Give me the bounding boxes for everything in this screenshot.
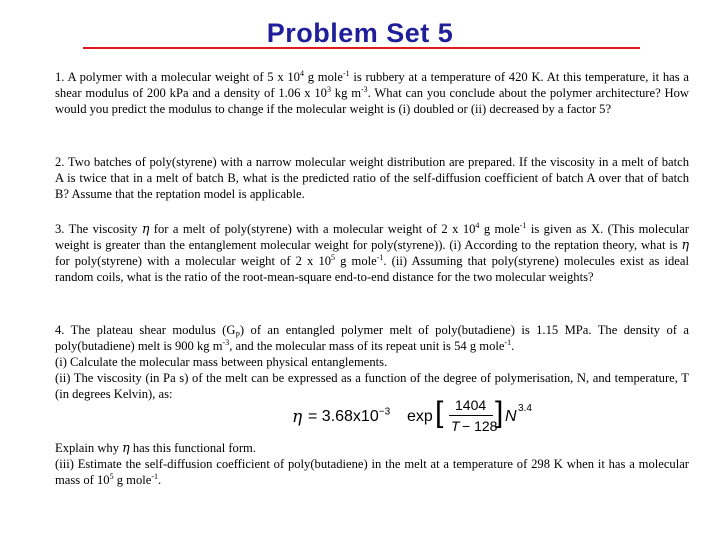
equation-n: N [505, 408, 517, 425]
question-4 [55, 322, 689, 402]
question-4-intro: 4. The plateau shear modulus $(G_P)$ of an entangled polymer melt of poly(butadiene) is 1.15 MPa. The density of a poly(butadiene) melt is 900 kg $m^{-3}$, and the molecular mass of its repeat unit is 54 g mole$^{-1}$. [55, 323, 689, 353]
equation-eta: η [292, 407, 303, 427]
equation-numerator: 1404 [455, 397, 487, 413]
left-bracket: [ [435, 396, 444, 429]
question-2 [55, 154, 689, 202]
eta-symbol: η [141, 221, 150, 236]
eta-symbol: η [122, 440, 130, 455]
question-3 [55, 221, 689, 285]
equation-exp: exp [407, 408, 433, 425]
question-4-continued [55, 440, 689, 488]
right-bracket: ] [495, 396, 504, 429]
equation-denominator-t: T [451, 418, 460, 434]
question-4-explain: Explain why η has this functional form. [55, 440, 256, 455]
page-title: Problem Set 5 [266, 18, 454, 48]
question-1-text: 1. A polymer with a molecular weight of 5 x $10^4$ g mole$^{-1}$ is rubbery at a temperature of 420 K. At this temperature, it has a shear modulus of 200 kPa and a density of 1.06 x $10^3$ kg $m^{-3}$. What can you conclude about the polymer architecture? How would you predict the modulus to change if the molecular weight is (i) doubled or (ii) decreased by a factor 5? [55, 68, 689, 116]
equation-prefactor: = $3.68x10^{-3}$ [308, 406, 391, 425]
question-2-text: 2. Two batches of poly(styrene) with a narrow molecular weight distribution are prepared. If the viscosity in a melt of batch A is twice that in a melt of batch B, what is the predicted ratio of the self-diffusion coefficient of batch A over that of batch B? Assume that the reptation model is applicable. [55, 155, 689, 201]
title-underline [83, 47, 640, 49]
question-4-part-i: (i) Calculate the molecular mass between physical entanglements. [55, 355, 388, 369]
question-4-part-ii: (ii) The viscosity (in Pa s) of the melt can be expressed as a function of the degree of polymerisation, N, and temperature, T (in degrees Kelvin), as: [55, 371, 689, 401]
equation-n-exponent: 3.4 [518, 403, 532, 414]
viscosity-equation [292, 397, 532, 437]
eta-symbol: η [681, 237, 689, 252]
question-3-text: 3. The viscosity η for a melt of poly(styrene) with a molecular weight of 2 x $10^4$ g mole$^{-1}$ is given as X. (This molecular weight is greater than the entanglement molecular weight for poly(styrene)). (i) According to the reptation theory, what is η for poly(styrene) with a molecular weight of 2 x $10^5$ g mole$^{-1}$. (ii) Assuming that poly(styrene) molecules exist as ideal random coils, what is the ratio of the root-mean-square end-to-end distance for the two molecular weights? [55, 220, 689, 284]
fraction-bar [449, 415, 493, 416]
question-1 [55, 69, 689, 117]
equation-denominator: − 128 [462, 418, 498, 434]
question-4-part-iii: (iii) Estimate the self-diffusion coefficient of poly(butadiene) in the melt at a temperature of 298 K when it has a molecular mass of $10^5$ g mole$^{-1}$. [55, 457, 689, 487]
